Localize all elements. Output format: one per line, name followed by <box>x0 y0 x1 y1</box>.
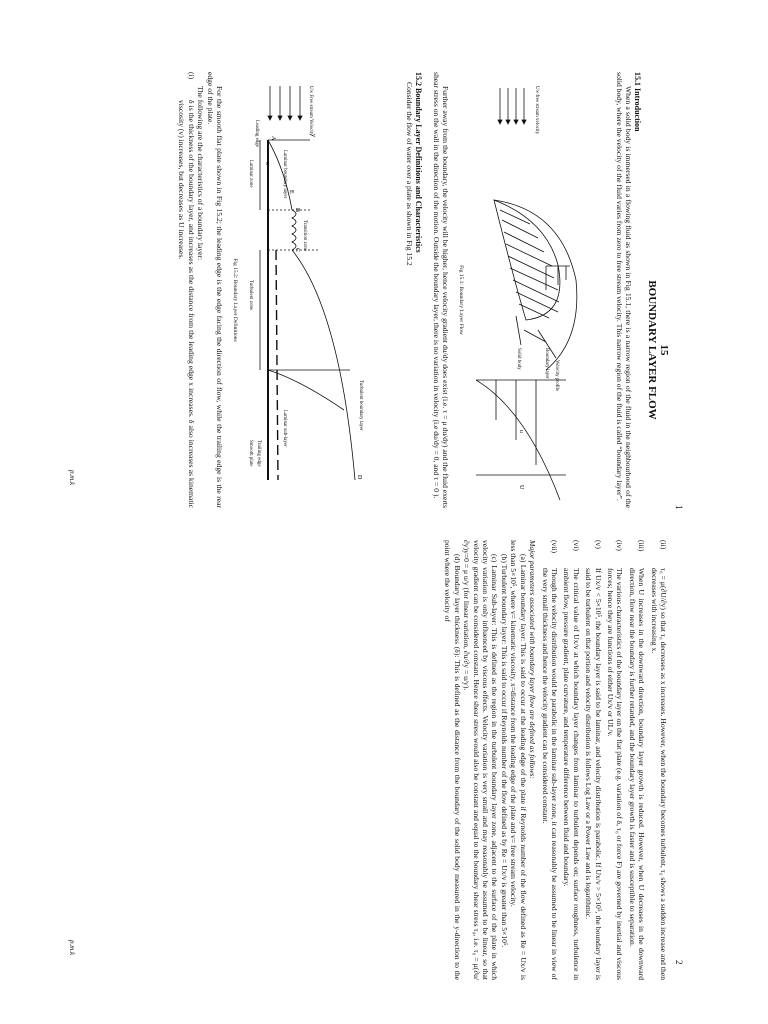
definition-laminar-bl: (a) Laminar boundary layer: This is said to occur at the leading edge of the plate if Reynolds number of the flow defined as Re = Ux/v is less than 5×10⁵, where v= kinematic viscosity, x=distance from the leading edge of the plate and v= free stream velocity. <box>509 540 528 980</box>
U-label: U <box>518 485 524 490</box>
point-D-label: D <box>356 475 362 480</box>
item-label: (v) <box>593 540 603 549</box>
section-heading-introduction: 15.1 Introduction <box>633 72 642 132</box>
y-axis-label: y <box>310 134 316 137</box>
page-footer: p.m.k <box>68 940 76 956</box>
page-2 <box>0 540 768 980</box>
item-label: (ii) <box>659 540 668 550</box>
item-text: The critical value of Ux/v at which boundary layer changes from laminar to turbulent depends on; surface roughness, turbulence in ambient flow, pressure gradient, plate curvature, and temperature difference between fluid and boundary. <box>562 568 581 980</box>
point-C-label: C <box>294 248 300 253</box>
item-label: (vi) <box>571 540 581 551</box>
point-A-label: A <box>270 136 276 141</box>
u-label: u <box>518 430 524 433</box>
item-label: (iii) <box>637 540 647 552</box>
turbulent-bl-label: Turbulent boundary layer <box>358 380 363 431</box>
characteristics-intro: The following are the characteristics of a boundary layer: <box>196 86 206 261</box>
characteristic-item <box>606 540 625 980</box>
edges-paragraph: For the smooth flat plate shown in Fig 15.2; the leading edge is the edge facing the direction of flow, while the trailing edge is the rear edge of the plate. <box>205 72 224 508</box>
characteristic-item-i <box>177 72 196 508</box>
point-E-label: E <box>288 190 294 194</box>
chapter-title: BOUNDARY LAYER FLOW <box>646 280 658 420</box>
definition-laminar-sublayer: (c) Laminar Sub-layer: This is defined as the region in the turbulent boundary layer zone, adjacent to the surface of the plate in which velocity variation is only influenced by viscous effects. Velocity variation is very small and may reasonably be assumed to be linear, so that velocity gradient can be considered constant. Hence shear stress would also be constant and equal to the boundary shear stress τ₀, i.e. τ₀ = μ(∂u/∂y)y=0 = μ u/y (for linear variation, ∂u/∂y = u/y). <box>462 540 500 980</box>
laminar-sublayer-label: Laminar sub-layer <box>282 410 287 447</box>
characteristic-item <box>562 540 581 980</box>
page-1 <box>0 70 768 510</box>
solid-body-label: Solid body <box>516 348 521 370</box>
definition-turbulent-bl: (b) Turbulent boundary layer: This is said to occur if Reynolds number of the flow defined as by Re = Ux/v is greater than 5×10⁵. <box>499 554 509 948</box>
boundary-layer-label: Boundary layer <box>544 348 549 379</box>
figure-15-2-caption: Fig 15.2: Boundary Layer Definitions <box>232 258 238 342</box>
item-label: (i) <box>186 72 196 80</box>
turbulent-zone-label: Turbulent zone <box>248 280 253 311</box>
point-B-label: B <box>294 208 300 213</box>
transition-zone-label: Transition zone <box>302 220 307 252</box>
characteristics-list <box>443 540 668 980</box>
laminar-bl-label: Laminar boundary layer <box>282 150 287 199</box>
chapter-number: 15 <box>658 344 670 356</box>
item-text: When U increases in the downward direction, boundary layer growth is reduced. However, when U decreases in the downward direction, flow near the boundary is further retarded, and the boundary layer growth is faster and is susceptible to separation. <box>627 568 647 980</box>
item-label: (iv) <box>615 540 625 551</box>
figure-boundary-layer-flow <box>466 80 586 510</box>
definition-bl-thickness: (d) Boundary layer thickness (δ): This is defined as the distance from the boundary of the solid body measured in the y-direction to the point where the velocity of <box>443 540 462 980</box>
item-label: (vii) <box>549 540 559 554</box>
item-text: τ₀ = μ(∂U/∂y) so that τ₀ decreases as x increases. However, when the boundary becomes turbulent, τ₀ shows a sudden increase and then decreases with increasing x. <box>649 568 668 980</box>
item-text: δ is the thickness of the boundary layer, and increases as the distance from the leading edge x increases. δ also increases as kinematic viscosity (v) increases, but decreases as U increases. <box>177 100 196 508</box>
characteristic-item <box>540 540 559 980</box>
smooth-plate-label: Smooth plate <box>248 440 253 467</box>
page-footer: p.m.k <box>68 470 76 486</box>
section-heading-definitions: 15.2 Boundary Layer Definitions and Characteristics <box>414 72 424 253</box>
chapter-heading <box>646 250 670 450</box>
velocity-profile-label: Velocity profile <box>554 360 559 392</box>
trailing-edge-label: Trailing edge <box>256 440 261 467</box>
laminar-zone-label: Laminar zone <box>248 160 253 188</box>
figure-15-1-drawing <box>466 80 586 510</box>
item-text: Though the velocity distribution would be parabolic in the laminar sub-layer zone, it can reasonably be assumed to be linear in view of the very small thickness and hence the velocity gradient can be considered constant. <box>540 568 559 980</box>
velocity-gradient-paragraph: Further away from the boundary, the velocity will be higher, hence velocity gradient du/dy does exist (i.e. τ = μ du/dy) and the fluid exerts shear stress on the wall in the direction of the motion. Outside the boundary layer, there is no variation in velocity (i.e du/dy = 0, and τ = 0 ). <box>431 72 450 508</box>
characteristic-item <box>627 540 646 980</box>
characteristic-item <box>649 540 668 980</box>
x-axis-label: x <box>264 162 270 165</box>
characteristic-item <box>584 540 603 980</box>
definitions-intro: Consider the flow of water over a plate as shown in Fig 15.2 <box>405 82 415 266</box>
figure-boundary-layer-definitions <box>240 80 380 510</box>
figure-15-2-drawing <box>240 80 380 510</box>
item-text: If Ux/v < 5×10⁵, the boundary layer is said to be laminar, and velocity distribution is parabolic. If Ux/v > 5×10⁵, the boundary layer is said to be turbulent on that portion and velocity distribution is follows Log Law or a Power Law and is logarithmic. <box>584 568 603 980</box>
freestream-label: U∞ free stream velocity <box>534 86 539 135</box>
leading-edge-label: Leading edge <box>254 120 259 148</box>
intro-paragraph: When a solid body is immersed in a flowing fluid as shown in Fig 15.1, there is a narrow region of the fluid in the neighbourhood of the solid body, where the velocity of the fluid varies from zero to free stream velocity. This narrow region of the fluid is called “boundary layer”. <box>614 72 633 508</box>
page-number: 2 <box>674 960 684 965</box>
figure-15-1-caption: Fig 15.1: Boundary Layer Flow <box>458 265 464 335</box>
major-parameters-heading: Major parameters associated with boundary layer flow are defined as follows: <box>528 540 538 779</box>
freestream-label-2: U∞ Free stream Velocity <box>308 86 313 136</box>
item-text: The various characteristics of the boundary layer on the flat plate (e.g. variation of δ, τ₀ or force F) are governed by inertial and viscous forces; hence they are functions of either Ux/v or UL/v. <box>605 568 625 980</box>
page-number: 1 <box>674 505 684 510</box>
